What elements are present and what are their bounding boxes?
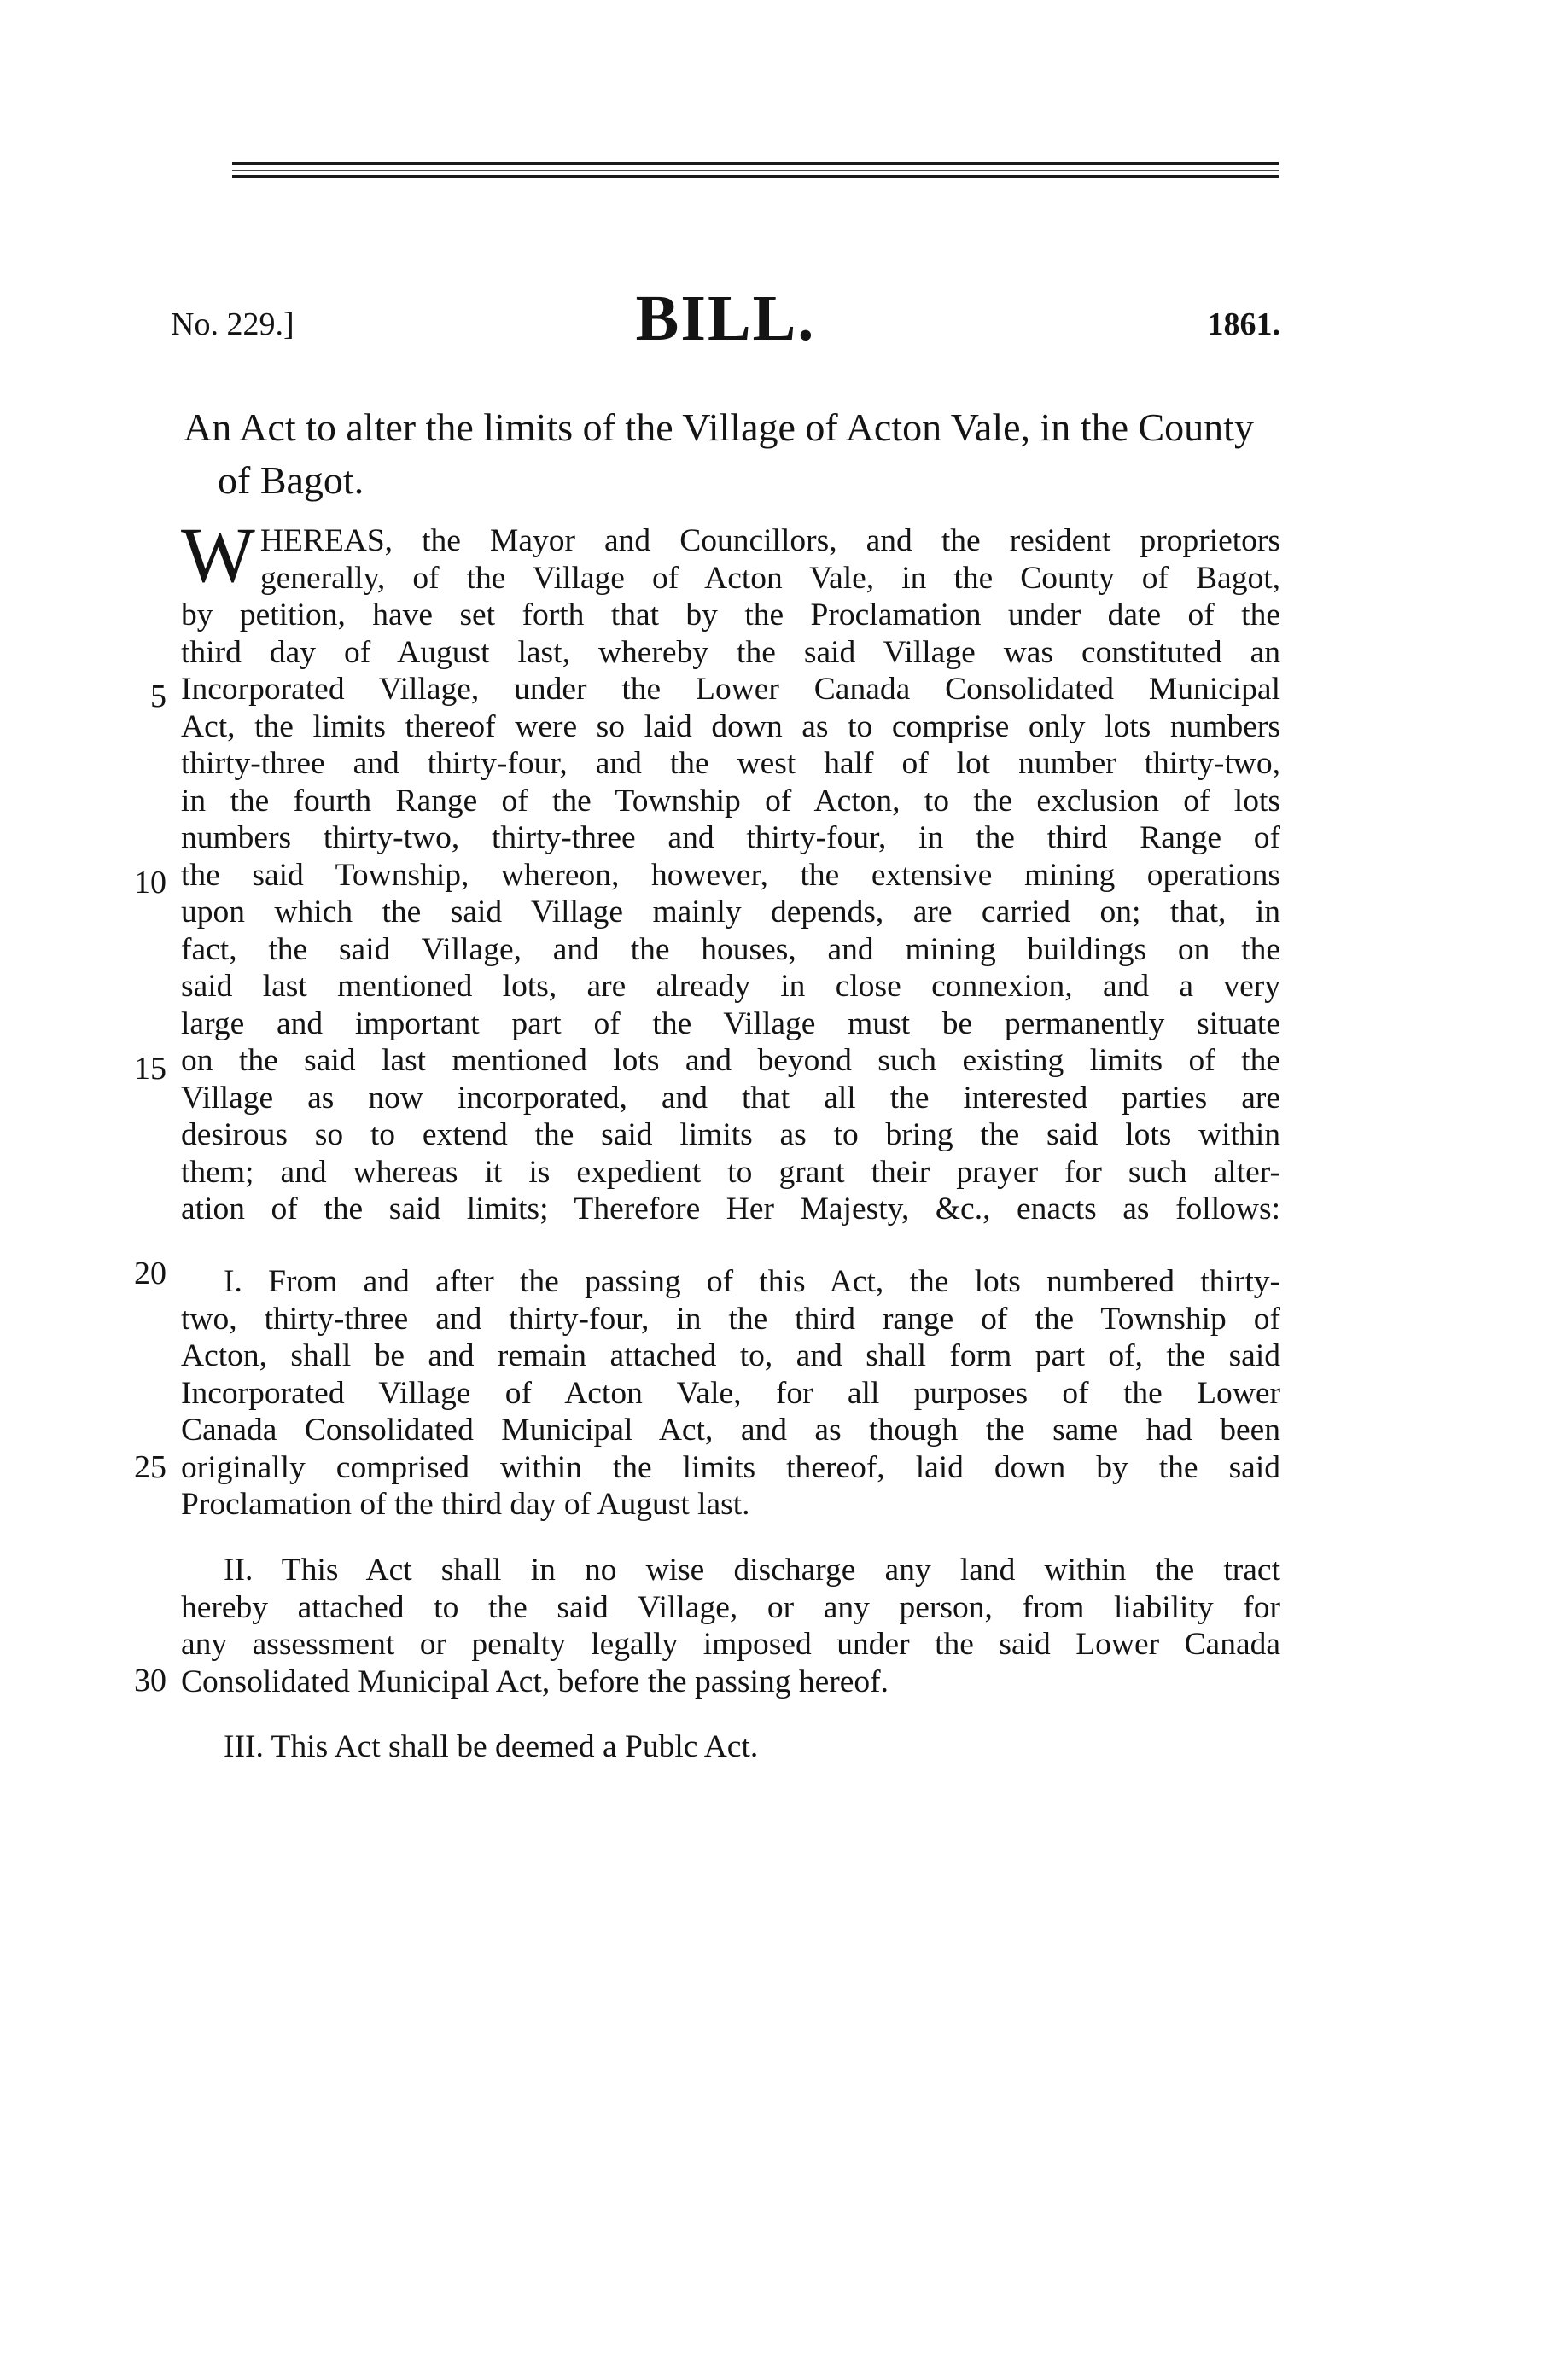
preamble-line: generally, of the Village of Acton Vale, in the County of Bagot, <box>259 560 1280 596</box>
section-1-line: Acton, shall be and remain attached to, and shall form part of, the said <box>181 1338 1280 1373</box>
section-3-line: III. This Act shall be deemed a Publc Act. <box>224 1729 759 1764</box>
margin-line-number: 5 <box>150 679 166 714</box>
margin-line-number: 25 <box>134 1449 166 1485</box>
bill-number: No. 229.] <box>171 306 294 342</box>
preamble-line: third day of August last, whereby the said Village was constituted an <box>181 634 1280 670</box>
section-1-line: Proclamation of the third day of August last. <box>181 1487 750 1522</box>
preamble-line: Incorporated Village, under the Lower Canada Consolidated Municipal <box>181 672 1280 707</box>
preamble-line: Act, the limits thereof were so laid down as to comprise only lots numbers <box>181 708 1280 744</box>
bill-header <box>171 282 1280 358</box>
preamble-line: on the said last mentioned lots and beyond such existing limits of the <box>181 1043 1280 1078</box>
preamble-line: desirous so to extend the said limits as to bring the said lots within <box>181 1117 1280 1152</box>
preamble-line: fact, the said Village, and the houses, and mining buildings on the <box>181 931 1280 967</box>
section-3 <box>181 1728 1280 1766</box>
preamble-line: upon which the said Village mainly depends, are carried on; that, in <box>181 894 1280 929</box>
section-1-line: I. From and after the passing of this Act, the lots numbered thirty- <box>224 1264 1280 1299</box>
preamble-line: Village as now incorporated, and that all the interested parties are <box>181 1080 1280 1116</box>
bill-year: 1861. <box>1207 306 1280 342</box>
section-1-line: originally comprised within the limits thereof, laid down by the said <box>181 1449 1280 1485</box>
header-double-rule <box>232 162 1279 178</box>
preamble <box>181 511 1280 1228</box>
section-2-line: II. This Act shall in no wise discharge any land within the tract <box>224 1553 1280 1588</box>
preamble-opening <box>181 511 1280 598</box>
section-2-line: Consolidated Municipal Act, before the passing hereof. <box>181 1664 889 1699</box>
section-1-line: Canada Consolidated Municipal Act, and as though the same had been <box>181 1413 1280 1448</box>
margin-line-number: 20 <box>134 1256 166 1291</box>
preamble-line: numbers thirty-two, thirty-three and thirty-four, in the third Range of <box>181 820 1280 855</box>
section-2 <box>181 1552 1280 1700</box>
preamble-line: in the fourth Range of the Township of Acton, to the exclusion of lots <box>181 783 1280 819</box>
section-1 <box>181 1263 1280 1524</box>
margin-line-number: 15 <box>134 1051 166 1087</box>
dropcap-letter: W <box>181 511 255 598</box>
act-title: An Act to alter the limits of the Village of Acton Vale, in the County of Bagot. <box>184 405 1254 502</box>
preamble-line: by petition, have set forth that by the Proclamation under date of the <box>181 597 1280 632</box>
preamble-line: HEREAS, the Mayor and Councillors, and the resident proprietors <box>259 523 1280 558</box>
section-2-line: any assessment or penalty legally imposed under the said Lower Canada <box>181 1627 1280 1662</box>
section-1-line: Incorporated Village of Acton Vale, for all purposes of the Lower <box>181 1375 1280 1411</box>
section-2-line: hereby attached to the said Village, or any person, from liability for <box>181 1589 1280 1625</box>
margin-line-number: 10 <box>134 865 166 900</box>
preamble-line: said last mentioned lots, are already in close connexion, and a very <box>181 969 1280 1004</box>
preamble-line: large and important part of the Village must be permanently situate <box>181 1005 1280 1041</box>
section-1-line: two, thirty-three and thirty-four, in the third range of the Township of <box>181 1301 1280 1337</box>
preamble-line: them; and whereas it is expedient to grant their prayer for such alter- <box>181 1154 1280 1190</box>
preamble-line: ation of the said limits; Therefore Her Majesty, &c., enacts as follows: <box>181 1192 1280 1227</box>
bill-title: BILL. <box>635 283 816 354</box>
margin-line-number: 30 <box>134 1663 166 1699</box>
preamble-line: thirty-three and thirty-four, and the west half of lot number thirty-two, <box>181 746 1280 781</box>
preamble-line: the said Township, whereon, however, the extensive mining operations <box>181 857 1280 893</box>
